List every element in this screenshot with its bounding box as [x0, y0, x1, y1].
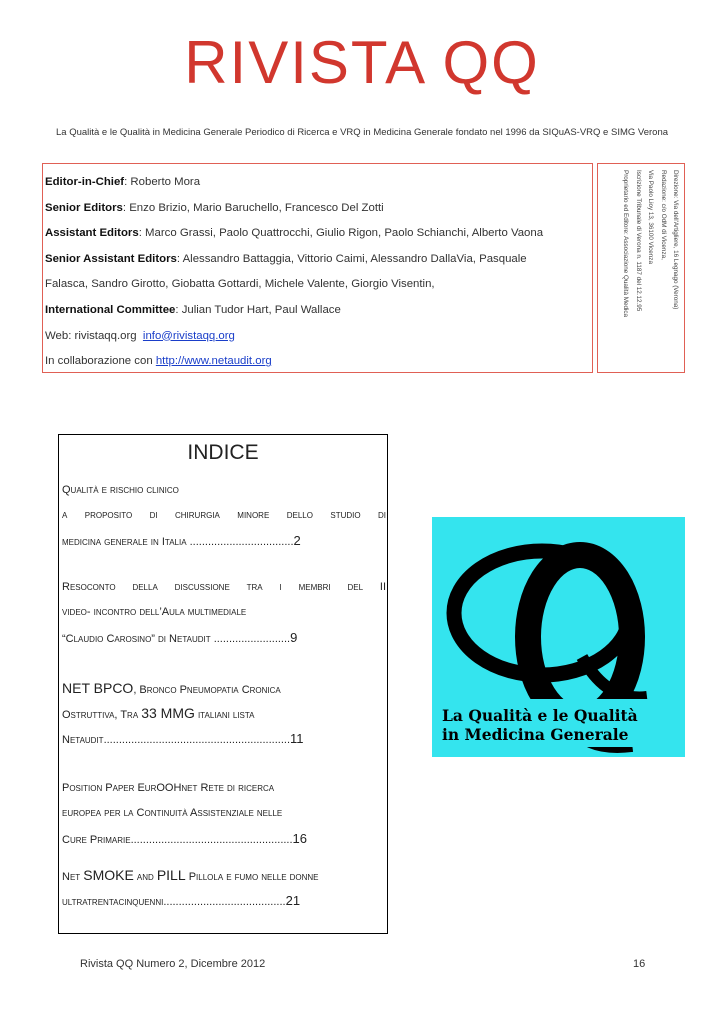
footer-issue: Rivista QQ Numero 2, Dicembre 2012 — [80, 958, 266, 970]
publisher-info-line: Iscrizione Tribunale di Verona n. 1187 del 12.12.95 — [635, 170, 642, 312]
publisher-info-line: Via Paolo Lioy 13, 36100 Vicenza — [647, 170, 654, 264]
footer-page-number: 16 — [633, 958, 646, 970]
publisher-info-line: Proprietario ed Editore: Associazione Qualità Medica — [622, 170, 629, 318]
senior-assistant-label: Senior Assistant Editors — [45, 252, 177, 265]
collaboration-line — [45, 349, 592, 375]
assistant-editors-label: Assistant Editors — [45, 227, 139, 240]
international-committee-line — [45, 298, 592, 324]
assistant-editors-line — [45, 221, 592, 247]
entry-page-number: 21 — [285, 893, 301, 908]
entry-text: italiani lista — [194, 709, 255, 721]
senior-assistant-names: : Alessandro Battaggia, Vittorio Caimi, Alessandro DallaVia, Pasquale — [176, 252, 527, 265]
entry-line — [62, 528, 386, 553]
senior-assistant-names-cont: Falasca, Sandro Girotto, Giobatta Gottardi, Michele Valente, Giorgio Visentin, — [45, 278, 435, 291]
netaudit-link[interactable]: http://www.netaudit.org — [155, 355, 272, 368]
entry-leader: ultratrentacinquenni........................................ — [62, 896, 286, 908]
entry-line — [62, 701, 386, 726]
journal-subtitle: La Qualità e le Qualità in Medicina Generale Periodico di Ricerca e VRQ in Medicina Generale fondato nel 1996 da SIQuAS-VRQ e SIMG Verona — [55, 127, 669, 138]
publisher-info-box — [597, 163, 685, 373]
entry-text: Net — [62, 871, 84, 883]
entry-line: video- incontro dell’Aula multimediale — [62, 606, 247, 618]
collaboration-label: In collaborazione con — [45, 355, 156, 368]
entry-line — [62, 676, 386, 701]
entry-acronym: SMOKE — [83, 867, 134, 883]
logo-line: in Medicina Generale — [442, 725, 629, 744]
entry-acronym: 33 MMG — [141, 705, 195, 721]
entry-page-number: 2 — [293, 533, 301, 548]
entry-line — [62, 888, 386, 913]
editorial-board-box — [42, 163, 593, 373]
index-entry[interactable] — [62, 863, 386, 913]
index-entry[interactable] — [62, 478, 386, 553]
entry-text: and — [133, 871, 157, 883]
editor-in-chief-label: Editor-in-Chief — [45, 176, 125, 188]
senior-editors-label: Senior Editors — [45, 201, 123, 214]
logo-wordmark — [442, 706, 685, 744]
assistant-editors-names: : Marco Grassi, Paolo Quattrocchi, Giulio Rigon, Paolo Schianchi, Alberto Vaona — [138, 227, 544, 240]
entry-line: Position Paper EurOOHnet Rete di ricerca — [62, 782, 275, 794]
entry-acronym: NET BPCO — [62, 680, 134, 696]
entry-text: , Bronco Pneumopatia Cronica — [133, 684, 281, 696]
entry-line: europea per la Continuità Assistenziale nelle — [62, 807, 283, 819]
senior-assistant-line-cont — [45, 272, 592, 298]
international-committee-names: : Julian Tudor Hart, Paul Wallace — [175, 303, 341, 316]
entry-line — [62, 863, 386, 888]
entry-acronym: PILL — [156, 867, 186, 883]
index-entry[interactable] — [62, 575, 386, 650]
publisher-info-line: Direzione: Via dell'Artigliere, 16 Legnago (Verona) — [672, 170, 679, 310]
entry-leader: medicina generale in Italia .................................. — [62, 536, 294, 548]
editor-in-chief-line — [45, 170, 592, 196]
entry-leader: “Claudio Carosino” di Netaudit ......................... — [62, 633, 291, 645]
entry-page-number: 16 — [292, 831, 308, 846]
entry-line — [62, 726, 386, 751]
table-of-contents — [58, 434, 388, 934]
index-title: INDICE — [187, 441, 259, 464]
senior-editors-names: : Enzo Brizio, Mario Baruchello, Francesco Del Zotti — [122, 201, 384, 214]
entry-line: Qualità e rischio clinico — [62, 484, 179, 496]
entry-line: a proposito di chirurgia minore dello studio di — [62, 509, 386, 521]
entry-leader: Cure Primarie..................................................... — [62, 834, 293, 846]
web-label: Web: rivistaqq.org — [45, 329, 143, 342]
entry-text: Ostruttiva, Tra — [62, 709, 142, 721]
entry-page-number: 11 — [290, 731, 304, 746]
web-line — [45, 324, 592, 350]
entry-text: Pillola e fumo nelle donne — [185, 871, 319, 883]
entry-line — [62, 826, 386, 851]
index-entry[interactable] — [62, 776, 386, 851]
editor-in-chief-names: : Roberto Mora — [124, 176, 201, 188]
entry-page-number: 9 — [290, 630, 298, 645]
email-link[interactable]: info@rivistaqq.org — [142, 329, 235, 342]
index-entry[interactable] — [62, 676, 386, 751]
logo-line: La Qualità e le Qualità — [442, 706, 638, 725]
international-committee-label: International Committee — [45, 303, 176, 316]
journal-title: RIVISTA QQ — [184, 29, 540, 96]
entry-line — [62, 625, 386, 650]
publisher-info-line: Redazione: c/o OdM di Vicenza, — [660, 170, 667, 260]
qq-logo — [432, 517, 685, 757]
entry-line: Resoconto della discussione tra i membri del II — [62, 581, 386, 593]
entry-leader: Netaudit............................................................. — [62, 734, 290, 746]
senior-editors-line — [45, 196, 592, 222]
senior-assistant-line — [45, 247, 592, 273]
